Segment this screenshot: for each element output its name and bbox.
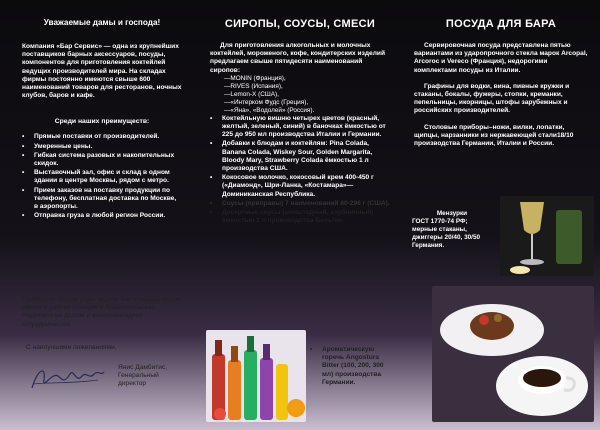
syrups-title: СИРОПЫ, СОУСЫ, СМЕСИ	[224, 18, 376, 30]
list-item: • Десертные соусы (шоколадный, клубничный) ёмкостью 1 л производства Бельгии.	[210, 209, 390, 225]
list-item: • Гибкая система разовых и накопительных скидок.	[22, 152, 182, 168]
syrups-intro: Для приготовления алкогольных и молочных коктейлей, мороженого, кофе, кондитерских изделий предлагаем свыше пятидесяти наименований сиропов:	[210, 42, 386, 74]
list-item: • Умеренные цены.	[22, 143, 182, 151]
company-intro: Компания «Бар Сервис» — одна из крупнейших поставщиков барных аксессуаров, посуды, компонентов для приготовления коктейлей ведущих производителей мира. На складах фирмы постоянно имеются свыше 600 наименований товаров для ресторанов, ночных клубов, баров и кафе.	[22, 43, 182, 100]
list-item: • Кокосовое молочко, кокосовый крем 400-450 г («Диамонд», Шри-Ланка, «Костамара»—Доминиканская Республика.	[210, 174, 390, 199]
syrups-items	[210, 115, 390, 199]
list-item: • Отправка груза в любой регион России.	[22, 212, 182, 220]
advantages-list	[22, 133, 182, 220]
syrups-items-lower	[210, 200, 390, 226]
beakers-title: Мензурки	[436, 210, 468, 217]
list-item: • Ароматическую горечь Angostura Bitter (100, 200, 300 мл) производства Германии.	[310, 346, 390, 387]
list-item: • Добавки к блюдам и коктейлям: Pina Colada, Banana Colada, Wiskey Sour, Golden Margarita, Bloody Mary, Strawberry Colada ёмкостью 1 л производства США.	[210, 140, 390, 173]
beakers-text: ГОСТ 1770-74 РФ; мерные стаканы, джиггеры 20/40, 30/50 Германия.	[412, 218, 481, 249]
tableware-p3: Столовые приборы–ножи, вилки, лопатки, щипцы, нарзанники из нержавеющей стали18/10 производства Германии, Италии и России.	[414, 123, 574, 148]
tableware-title: ПОСУДА ДЛЯ БАРА	[445, 18, 557, 30]
visit-invitation: Приходите! Будем рады видеть Вас в нашем новом офисе в районе станции м.Красносельская. Надеемся на долгое и взаимовыгодное сотрудничество.	[22, 296, 181, 328]
list-item: • Коктейльную вишню четырех цветов (красный, желтый, зеленый, синий) в баночках ёмкостью от 225 до 950 мл производства Италии и Германии.	[210, 115, 390, 140]
brand-list	[210, 75, 390, 115]
syrup-bottles-image	[206, 330, 306, 422]
list-item: • Прямые поставки от производителей.	[22, 133, 182, 141]
tableware-p2: Графины для водки, вина, пивные кружки и стаканы, бокалы, фужеры, стопки, креманки, пепельницы, икорницы, штофы зарубежных и российских производителей.	[414, 82, 570, 115]
closing-phrase: С наилучшими пожеланиями,	[26, 344, 117, 351]
dessert-coffee-image	[432, 286, 594, 422]
wine-glass-image	[500, 196, 594, 276]
signer-name: Янис Дамбитис, Генеральный директор	[118, 364, 168, 388]
greeting: Уважаемые дамы и господа!	[43, 18, 161, 27]
list-item: —«Интерком Фудс (Греция),	[224, 98, 309, 106]
signature-icon	[28, 362, 108, 396]
list-item: —RIVES (Испания),	[224, 82, 283, 90]
tableware-p1: Сервировочная посуда представлена пятью вариантами из ударопрочного стекла марок Arcopal, Arcoroc и Vereco (Франция), недорогими комплектами посуды из Италии.	[414, 42, 588, 74]
list-item: • Прием заказов на поставку продукции по телефону, бесплатная доставка по Москве, в аэропорты.	[22, 187, 182, 212]
list-item: • Выставочный зал, офис и склад в одном здании в центре Москвы, рядом с метро.	[22, 169, 182, 185]
list-item: —«Яна», «Водолей» (Россия).	[224, 106, 315, 114]
list-item: —Lemon-X (США),	[224, 90, 279, 98]
list-item: • Соусы (приправы) 7 наименований 60-296 г (США).	[210, 200, 390, 208]
list-item: —MONIN (Франция),	[224, 74, 286, 82]
bitter-item	[310, 346, 390, 388]
beakers-block	[412, 210, 492, 250]
advantages-title: Среди наших преимуществ:	[54, 118, 150, 126]
